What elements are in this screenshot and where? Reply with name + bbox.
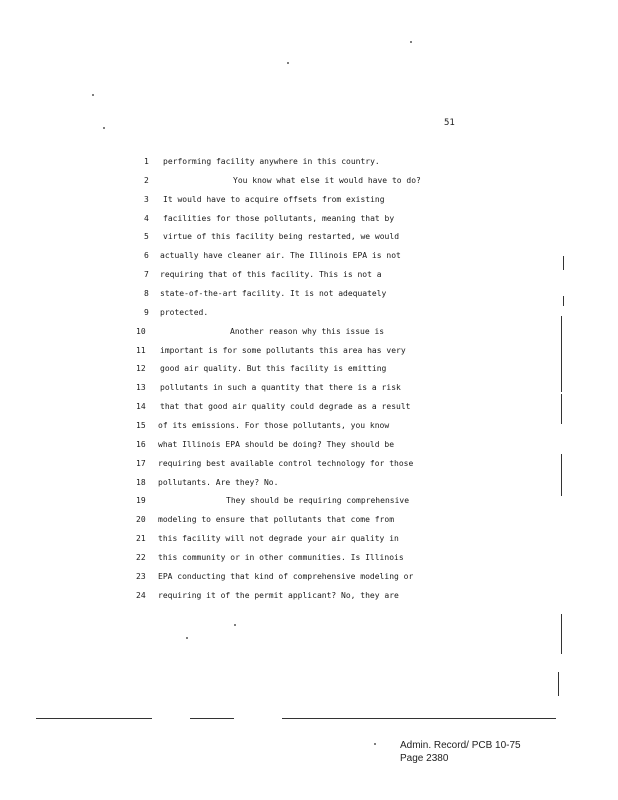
line-text: requiring it of the permit applicant? No, they are <box>158 590 399 600</box>
line-text: actually have cleaner air. The Illinois EPA is not <box>160 251 401 261</box>
line-number: 13 <box>136 383 146 393</box>
scan-speck <box>234 624 236 626</box>
line-text: It would have to acquire offsets from existing <box>163 194 385 204</box>
line-text: of its emissions. For those pollutants, you know <box>158 420 390 430</box>
margin-mark <box>563 296 564 306</box>
line-text: this facility will not degrade your air quality in <box>158 534 399 543</box>
line-text: requiring best available control technology for those <box>158 458 414 468</box>
line-number: 15 <box>136 420 146 430</box>
line-text: good air quality. But this facility is emitting <box>160 364 387 374</box>
line-text: modeling to ensure that pollutants that come from <box>158 515 395 525</box>
transcript-line <box>0 364 460 378</box>
line-number: 7 <box>144 270 149 280</box>
transcript-line <box>0 346 460 360</box>
line-number: 9 <box>144 307 149 317</box>
line-text: state-of-the-art facility. It is not adequately <box>160 289 387 298</box>
line-text: important is for some pollutants this area has very <box>160 345 406 355</box>
scan-speck <box>92 94 94 96</box>
line-text: pollutants in such a quantity that there is a risk <box>160 383 401 393</box>
line-number: 24 <box>136 590 146 600</box>
transcript-line <box>0 289 460 303</box>
line-number: 12 <box>136 364 146 374</box>
line-text: this community or in other communities. Is Illinois <box>158 552 404 562</box>
footer-page: Page 2380 <box>400 753 449 764</box>
line-number: 8 <box>144 289 149 298</box>
line-text: facilities for those pollutants, meaning that by <box>163 213 395 223</box>
transcript-line <box>0 308 460 322</box>
line-text: You know what else it would have to do? <box>233 175 421 185</box>
transcript-line <box>0 421 460 435</box>
transcript-line <box>0 383 460 397</box>
bottom-rule-right <box>282 718 556 719</box>
line-text: protected. <box>160 307 209 317</box>
scan-speck <box>186 637 188 639</box>
margin-mark <box>558 672 559 696</box>
line-number: 4 <box>144 213 149 223</box>
footer-record: Admin. Record/ PCB 10-75 <box>400 740 521 751</box>
transcript-line <box>0 270 460 284</box>
line-text: that that good air quality could degrade as a result <box>160 402 411 412</box>
transcript-line <box>0 232 460 246</box>
bottom-rule-left <box>36 718 152 719</box>
transcript-line <box>0 195 460 209</box>
line-number: 21 <box>136 534 146 543</box>
margin-mark <box>561 614 562 654</box>
line-number: 10 <box>136 326 146 336</box>
margin-mark <box>561 454 562 496</box>
line-text: what Illinois EPA should be doing? They should be <box>158 439 395 449</box>
scan-speck <box>287 62 289 64</box>
line-text: performing facility anywhere in this country. <box>163 157 380 166</box>
margin-mark <box>563 256 564 270</box>
line-number: 5 <box>144 232 149 242</box>
line-text: virtue of this facility being restarted, we would <box>163 232 400 242</box>
page-number: 51 <box>444 118 455 128</box>
line-number: 6 <box>144 251 149 261</box>
margin-mark <box>561 394 562 424</box>
line-text: EPA conducting that kind of comprehensive modeling or <box>158 571 414 581</box>
line-number: 19 <box>136 496 146 506</box>
transcript-line <box>0 251 460 265</box>
line-text: pollutants. Are they? No. <box>158 477 279 487</box>
transcript-line <box>0 157 460 171</box>
scan-speck <box>410 41 412 43</box>
transcript-line <box>0 534 460 548</box>
line-number: 1 <box>144 157 149 166</box>
line-text: Another reason why this issue is <box>230 326 385 336</box>
transcript-line <box>0 176 460 190</box>
transcript-line <box>0 327 460 341</box>
line-number: 20 <box>136 515 146 525</box>
line-number: 2 <box>144 175 149 185</box>
line-number: 16 <box>136 439 146 449</box>
transcript-line <box>0 459 460 473</box>
transcript-line <box>0 572 460 586</box>
transcript-line <box>0 553 460 567</box>
scan-speck <box>103 127 105 129</box>
margin-mark <box>561 316 562 392</box>
line-number: 17 <box>136 458 146 468</box>
bottom-rule-middle <box>190 718 234 719</box>
line-number: 23 <box>136 571 146 581</box>
transcript-line <box>0 402 460 416</box>
transcript-line <box>0 591 460 605</box>
transcript-line <box>0 515 460 529</box>
transcript-line <box>0 478 460 492</box>
line-text: They should be requiring comprehensive <box>226 496 410 506</box>
transcript-line <box>0 440 460 454</box>
line-number: 22 <box>136 552 146 562</box>
transcript-line <box>0 496 460 510</box>
line-number: 14 <box>136 402 146 412</box>
line-number: 3 <box>144 194 149 204</box>
line-number: 18 <box>136 477 146 487</box>
transcript-line <box>0 214 460 228</box>
line-number: 11 <box>136 345 146 355</box>
line-text: requiring that of this facility. This is not a <box>160 270 382 280</box>
scan-speck <box>374 743 376 745</box>
